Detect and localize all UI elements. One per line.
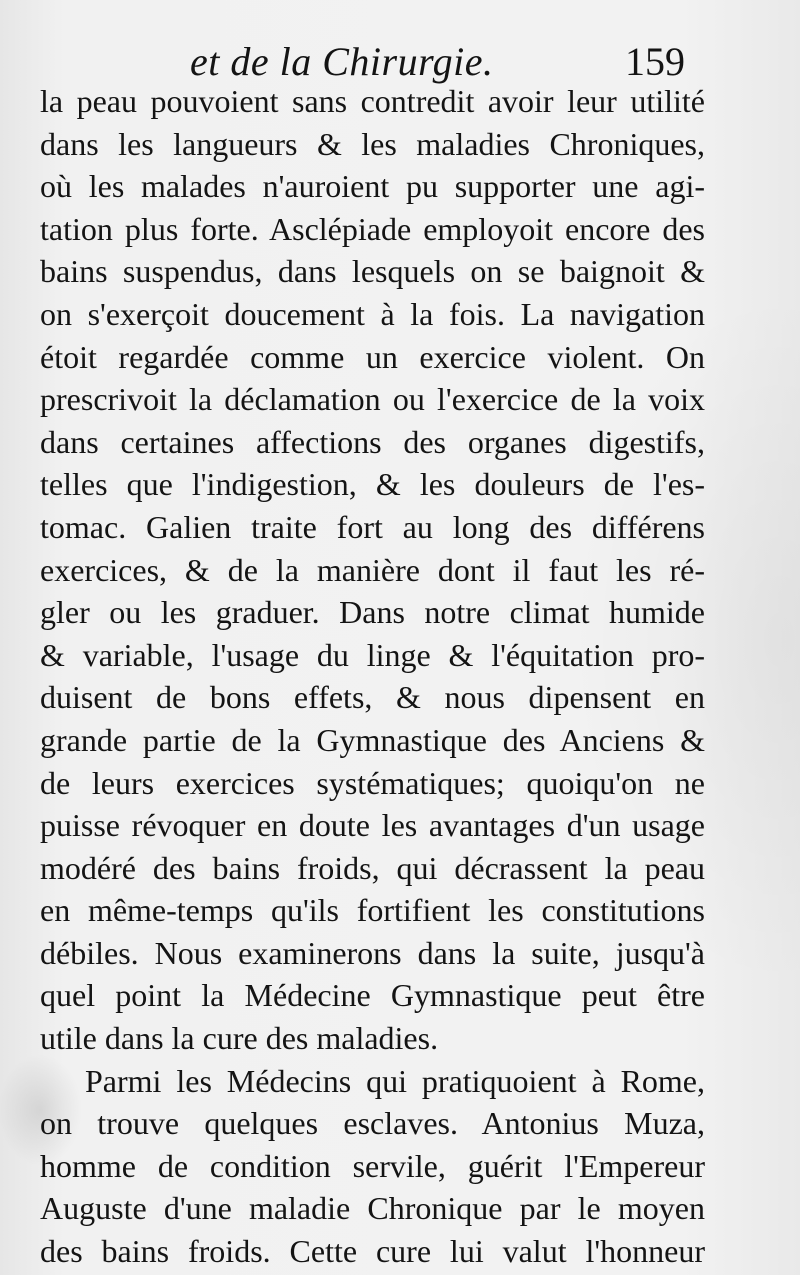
text-line: utile dans la cure des maladies.: [40, 1020, 439, 1057]
text-line: telles que l'indigestion, & les douleurs de l'es-: [40, 466, 705, 503]
text-line: en même-temps qu'ils fortifient les constitutions: [40, 892, 705, 929]
running-title: et de la Chirurgie.: [190, 39, 494, 84]
text-line: grande partie de la Gymnastique des Anciens &: [40, 721, 705, 758]
text-line: on trouve quelques esclaves. Antonius Muza,: [40, 1105, 705, 1142]
text-line: la peau pouvoient sans contredit avoir leur utilité: [40, 83, 705, 119]
text-line: on s'exerçoit doucement à la fois. La navigation: [40, 295, 705, 332]
text-line: quel point la Médecine Gymnastique peut être: [40, 977, 705, 1014]
text-line: modéré des bains froids, qui décrassent la peau: [40, 849, 705, 886]
text-line: étoit regardée comme un exercice violent. On: [40, 338, 705, 375]
text-line: puisse révoquer en doute les avantages d'un usage: [40, 807, 705, 844]
text-line: tomac. Galien traite fort au long des différens: [40, 508, 705, 545]
text-line: des bains froids. Cette cure lui valut l'honneur: [40, 1233, 705, 1270]
text-line: dans certaines affections des organes digestifs,: [40, 423, 705, 460]
page-number: 159: [625, 39, 685, 84]
text-line: bains suspendus, dans lesquels on se baignoit &: [40, 253, 705, 290]
paragraph: [40, 80, 705, 1060]
body-text: [40, 80, 705, 1273]
text-line: Parmi les Médecins qui pratiquoient à Rome,: [85, 1062, 705, 1099]
text-line: tation plus forte. Asclépiade employoit encore des: [40, 210, 705, 247]
text-line: homme de condition servile, guérit l'Empereur: [40, 1147, 705, 1184]
text-line: prescrivoit la déclamation ou l'exercice de la voix: [40, 381, 705, 418]
text-line: où les malades n'auroient pu supporter une agi-: [40, 168, 705, 205]
paragraph: [40, 1060, 705, 1273]
text-line: de leurs exercices systématiques; quoiqu'on ne: [40, 764, 705, 801]
text-line: duisent de bons effets, & nous dipensent en: [40, 679, 705, 716]
text-line: exercices, & de la manière dont il faut les ré-: [40, 551, 705, 588]
text-line: débiles. Nous examinerons dans la suite, jusqu'à: [40, 934, 705, 971]
text-line: & variable, l'usage du linge & l'équitation pro-: [40, 636, 705, 673]
text-line: gler ou les graduer. Dans notre climat humide: [40, 594, 705, 631]
text-line: Auguste d'une maladie Chronique par le moyen: [40, 1190, 705, 1227]
text-line: dans les langueurs & les maladies Chroniques,: [40, 125, 705, 162]
